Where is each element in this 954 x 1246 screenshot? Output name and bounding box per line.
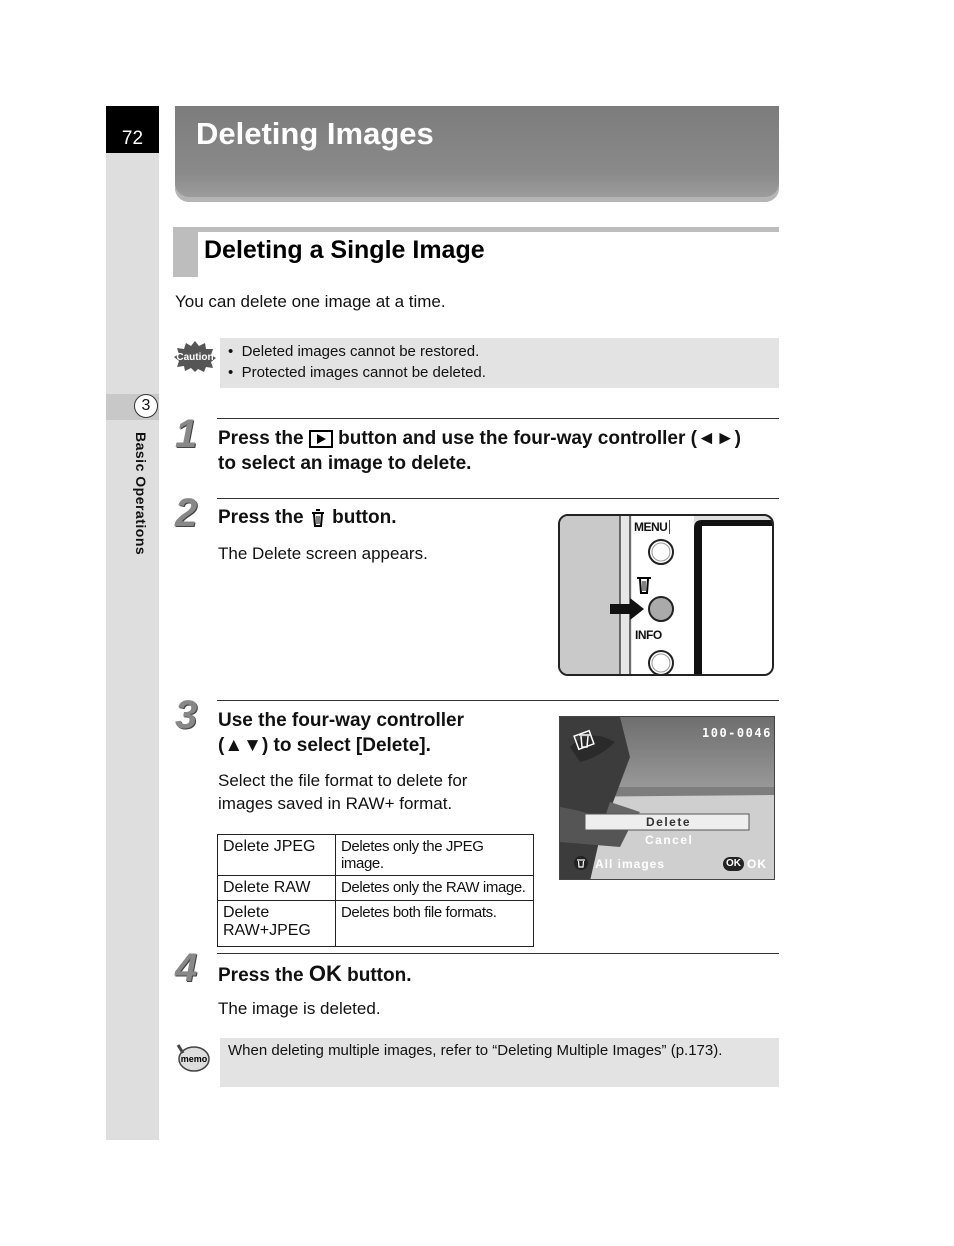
playback-icon xyxy=(309,430,333,448)
file-number: 100-0046 xyxy=(702,726,772,740)
all-images-label: All images xyxy=(595,857,666,871)
section-title: Deleting a Single Image xyxy=(204,236,485,264)
step-4-heading: Press the OK button. xyxy=(218,961,412,986)
info-button-label: INFO xyxy=(635,628,662,642)
format-table xyxy=(217,834,534,947)
step-1-heading: Press the button and use the four-way controller (◄►) to select an image to delete. xyxy=(218,428,741,474)
step-2-heading: Press the button. xyxy=(218,507,397,528)
memo-icon-label: memo xyxy=(180,1054,208,1064)
side-strip xyxy=(106,106,159,1140)
step-number: 4 xyxy=(175,946,198,990)
step-3-text: Select the file format to delete for images saved in RAW+ format. xyxy=(218,771,468,813)
chapter-name: Basic Operations xyxy=(133,432,149,556)
caution-item: • Deleted images cannot be restored. xyxy=(228,343,480,360)
step-2-text: The Delete screen appears. xyxy=(218,544,428,563)
step-3-heading: Use the four-way controller (▲▼) to select [Delete]. xyxy=(218,710,464,756)
table-cell: Delete RAW xyxy=(218,876,336,901)
table-cell: Deletes only the RAW image. xyxy=(336,876,534,901)
table-row xyxy=(218,835,534,876)
menu-option-cancel: Cancel xyxy=(645,833,694,847)
step-divider xyxy=(217,498,779,499)
caution-icon-label: Caution xyxy=(176,352,214,363)
table-cell: Delete RAW+JPEG xyxy=(218,901,336,947)
step-divider xyxy=(217,700,779,701)
trash-icon xyxy=(574,856,588,870)
caution-icon xyxy=(174,340,216,372)
chapter-number: 3 xyxy=(134,394,158,418)
page-number: 72 xyxy=(121,128,144,149)
step-divider xyxy=(217,953,779,954)
memo-icon xyxy=(174,1041,210,1073)
page-title: Deleting Images xyxy=(196,116,434,151)
ok-key-icon: OK xyxy=(308,961,342,986)
table-cell: Delete JPEG xyxy=(218,835,336,876)
intro-text: You can delete one image at a time. xyxy=(175,292,446,311)
trash-icon xyxy=(309,508,327,528)
table-row xyxy=(218,901,534,947)
table-row xyxy=(218,876,534,901)
ok-key-icon: OK xyxy=(723,857,744,871)
caution-item: • Protected images cannot be deleted. xyxy=(228,364,486,381)
table-cell: Deletes only the JPEG image. xyxy=(336,835,534,876)
ok-label: OK xyxy=(747,857,767,871)
lcd-screen-illustration xyxy=(559,716,775,880)
step-number: 3 xyxy=(175,693,198,737)
camera-back-illustration xyxy=(558,514,774,676)
step-number: 1 xyxy=(175,412,198,456)
step-4-text: The image is deleted. xyxy=(218,999,381,1018)
section-rule xyxy=(173,227,779,232)
menu-option-delete: Delete xyxy=(646,815,692,829)
memo-text: When deleting multiple images, refer to “Deleting Multiple Images” (p.173). xyxy=(228,1042,723,1059)
section-marker xyxy=(173,227,198,277)
table-cell: Deletes both file formats. xyxy=(336,901,534,947)
step-number: 2 xyxy=(175,491,198,535)
menu-button-label: MENU xyxy=(634,520,670,534)
step-divider xyxy=(217,418,779,419)
